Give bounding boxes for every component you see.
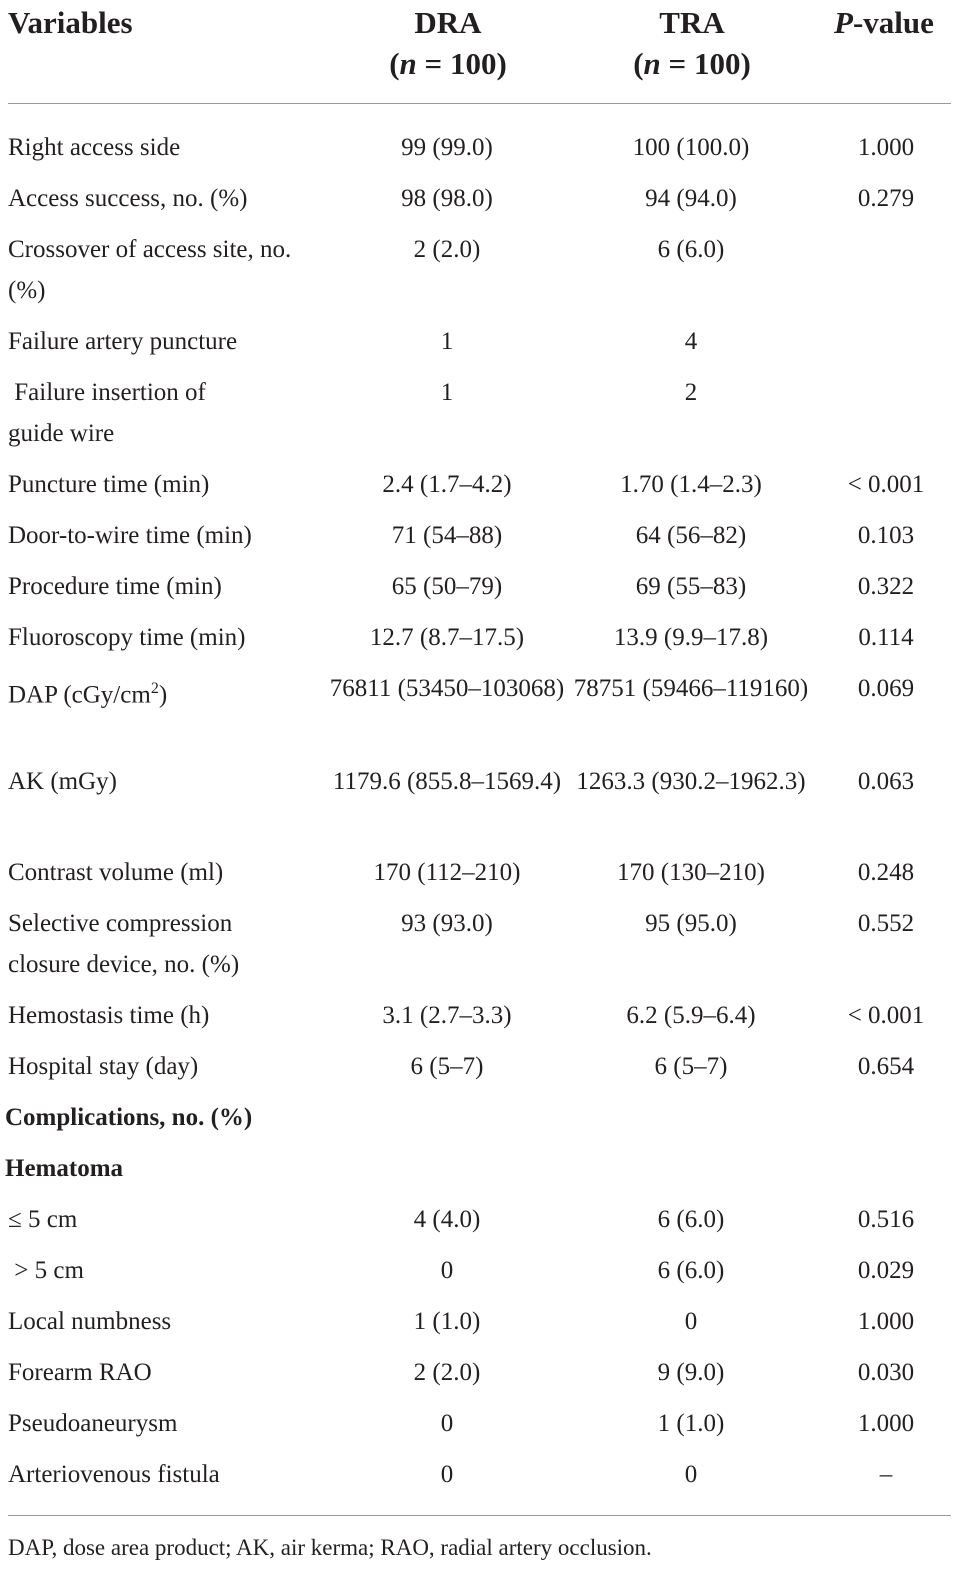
row-label: Selective compression closure device, no. (%) — [8, 910, 240, 978]
dra-cell: 0 — [440, 1461, 454, 1488]
header-dra — [338, 2, 558, 84]
tra-cell: 13.9 (9.9–17.8) — [613, 624, 769, 651]
tra-cell: 2 — [684, 379, 698, 406]
p-cell: – — [879, 1461, 893, 1488]
p-cell: 0.516 — [857, 1206, 915, 1233]
tra-cell: 6.2 (5.9–6.4) — [626, 1002, 756, 1029]
dra-cell: 0 — [440, 1257, 454, 1284]
row-label: Right access side — [8, 134, 181, 161]
tra-cell: 100 (100.0) — [632, 134, 750, 161]
tra-cell: 69 (55–83) — [635, 573, 747, 600]
dra-cell: 71 (54–88) — [391, 522, 503, 549]
header-tra — [582, 2, 802, 84]
p-cell: 0.654 — [857, 1053, 915, 1080]
dra-cell: 2 (2.0) — [413, 236, 481, 263]
dra-cell: 1179.6 (855.8–1569.4) — [332, 768, 562, 795]
p-cell: 0.248 — [857, 859, 915, 886]
p-cell: 0.552 — [857, 910, 915, 937]
tra-cell: 0 — [684, 1461, 698, 1488]
tra-cell: 9 (9.0) — [657, 1359, 725, 1386]
tra-cell: 1263.3 (930.2–1962.3) — [576, 768, 806, 795]
row-label: Contrast volume (ml) — [8, 859, 224, 886]
row-label: Puncture time (min) — [8, 471, 210, 498]
dra-cell: 98 (98.0) — [401, 185, 493, 212]
tra-cell: 64 (56–82) — [635, 522, 747, 549]
row-label: Pseudoaneurysm — [8, 1410, 178, 1437]
dra-cell: 12.7 (8.7–17.5) — [369, 624, 525, 651]
row-label: AK (mGy) — [8, 768, 118, 795]
tra-cell: 95 (95.0) — [645, 910, 737, 937]
header-tra-n: (n = 100) — [633, 46, 751, 81]
header-variables: Variables — [8, 5, 133, 40]
p-cell: 1.000 — [857, 1410, 915, 1437]
row-label: Failure insertion of guide wire — [8, 379, 213, 447]
p-cell: 0.103 — [857, 522, 915, 549]
dra-cell: 99 (99.0) — [401, 134, 493, 161]
p-cell: < 0.001 — [847, 471, 925, 498]
dra-cell: 1 (1.0) — [413, 1308, 481, 1335]
p-cell: 0.063 — [857, 768, 915, 795]
p-cell: 1.000 — [857, 1308, 915, 1335]
p-cell: < 0.001 — [847, 1002, 925, 1029]
dra-cell: 93 (93.0) — [401, 910, 493, 937]
row-label: DAP $(cGy/cm^2)$ — [8, 680, 168, 709]
tra-cell: 6 (6.0) — [657, 236, 725, 263]
tra-cell: 0 — [684, 1308, 698, 1335]
header-pvalue: P-value — [834, 5, 934, 40]
p-cell: 0.069 — [857, 675, 915, 702]
row-label: ≤ 5 cm — [8, 1206, 78, 1233]
p-cell: 0.114 — [858, 624, 914, 651]
p-cell: 0.322 — [857, 573, 915, 600]
dra-cell: 4 (4.0) — [413, 1206, 481, 1233]
header-dra-title: DRA — [414, 5, 482, 40]
header-dra-n: (n = 100) — [389, 46, 507, 81]
row-label: Access success, no. (%) — [8, 185, 248, 212]
dra-cell: 65 (50–79) — [391, 573, 503, 600]
table-header — [0, 0, 974, 100]
dra-cell: 1 — [440, 379, 454, 406]
tra-cell: 1 (1.0) — [657, 1410, 725, 1437]
row-label: Failure artery puncture — [8, 328, 238, 355]
tra-cell: 6 (5–7) — [654, 1053, 728, 1080]
p-cell: 0.029 — [857, 1257, 915, 1284]
tra-cell: 4 — [684, 328, 698, 355]
row-label: Hospital stay (day) — [8, 1053, 199, 1080]
row-label: Crossover of access site, no. (%) — [8, 236, 292, 304]
tra-cell: 1.70 (1.4–2.3) — [620, 471, 762, 498]
tra-cell: 6 (6.0) — [657, 1257, 725, 1284]
tra-cell: 6 (6.0) — [657, 1206, 725, 1233]
row-label: Complications, no. (%) — [5, 1104, 253, 1131]
p-cell: 1.000 — [857, 134, 915, 161]
row-label: Hemostasis time (h) — [8, 1002, 210, 1029]
row-label: Forearm RAO — [8, 1359, 152, 1386]
header-tra-title: TRA — [659, 5, 725, 40]
p-cell: 0.030 — [857, 1359, 915, 1386]
header-divider — [8, 103, 951, 104]
dra-cell: 76811 (53450–103068) — [329, 675, 565, 702]
tra-cell: 170 (130–210) — [617, 859, 765, 886]
row-label: Local numbness — [8, 1308, 172, 1335]
row-label: Procedure time (min) — [8, 573, 222, 600]
row-label: > 5 cm — [8, 1257, 84, 1284]
row-label: Hematoma — [5, 1155, 124, 1182]
row-label: Fluoroscopy time (min) — [8, 624, 246, 651]
footer-divider — [8, 1515, 951, 1516]
dra-cell: 170 (112–210) — [373, 859, 521, 886]
dra-cell: 0 — [440, 1410, 454, 1437]
tra-cell: 94 (94.0) — [645, 185, 737, 212]
row-label: Door-to-wire time (min) — [8, 522, 252, 549]
dra-cell: 2 (2.0) — [413, 1359, 481, 1386]
dra-cell: 1 — [440, 328, 454, 355]
row-label: Arteriovenous fistula — [8, 1461, 220, 1488]
table-footnote: DAP, dose area product; AK, air kerma; RAO, radial artery occlusion. — [8, 1535, 652, 1560]
tra-cell: 78751 (59466–119160) — [573, 675, 809, 702]
dra-cell: 2.4 (1.7–4.2) — [382, 471, 512, 498]
dra-cell: 6 (5–7) — [410, 1053, 484, 1080]
p-cell: 0.279 — [857, 185, 915, 212]
dra-cell: 3.1 (2.7–3.3) — [382, 1002, 512, 1029]
